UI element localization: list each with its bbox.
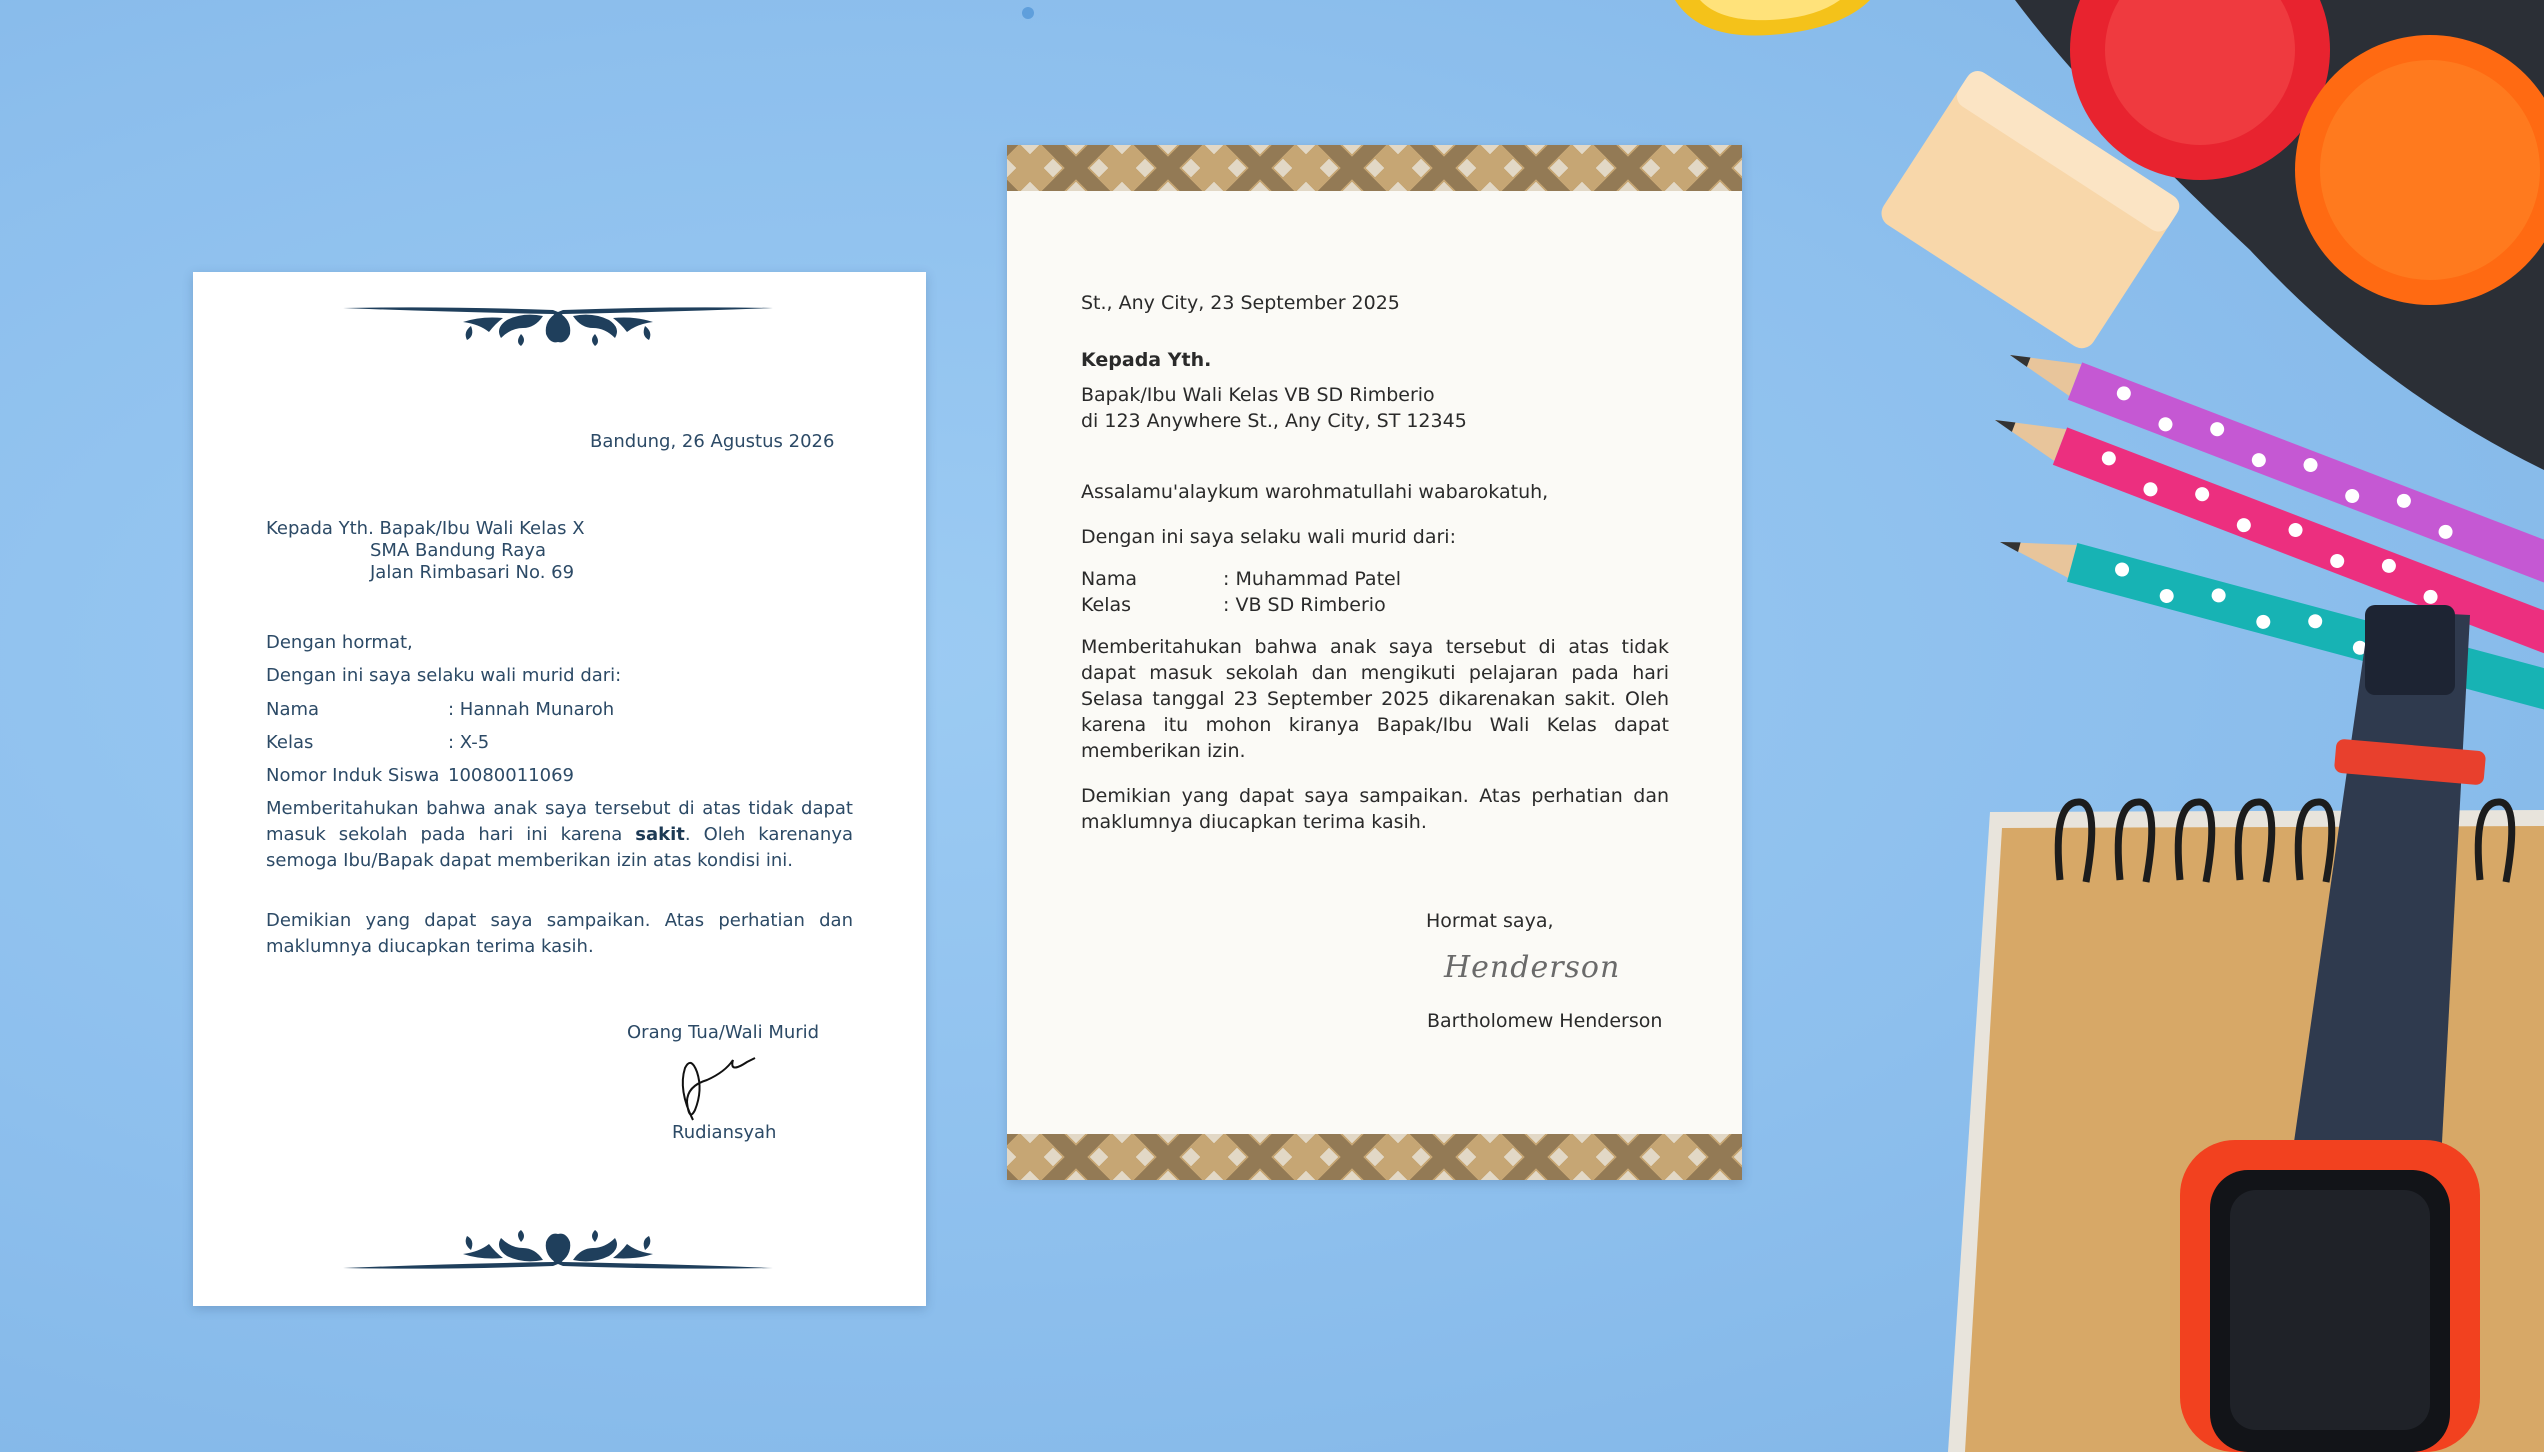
field-value-class: : X-5 [448,732,490,753]
sick-leave-letter-right [1007,145,1742,1180]
field-label-class: Kelas [1081,594,1132,616]
to-label: Kepada Yth. [1081,349,1212,371]
handwritten-signature-icon [673,1050,763,1130]
top-diamond-pattern-band [1007,145,1742,191]
field-value-class: : VB SD Rimberio [1223,594,1386,616]
bottom-diamond-pattern-band [1007,1134,1742,1180]
recipient-line-3: Jalan Rimbasari No. 69 [370,562,575,583]
salam: Assalamu'alaykum warohmatullahi wabarokatuh, [1081,481,1549,503]
sick-leave-letter-left [193,272,926,1306]
body-bold-word: sakit [635,824,685,845]
closing-paragraph: Demikian yang dapat saya sampaikan. Atas perhatian dan maklumnya diucapkan terima kasih. [266,910,853,957]
intro-text: Dengan ini saya selaku wali murid dari: [1081,526,1456,548]
field-label-class: Kelas [266,732,314,753]
recipient-line-2: di 123 Anywhere St., Any City, ST 12345 [1081,410,1467,432]
recipient-line-2: SMA Bandung Raya [370,540,546,561]
handwritten-signature: Henderson [1444,950,1621,985]
body-paragraph: Memberitahukan bahwa anak saya tersebut di atas tidak dapat masuk sekolah dan mengikuti pelajaran pada hari Selasa tanggal 23 September 2025 dikarenakan sakit. Oleh karena itu mohon kiranya Bapak/Ibu Wali Kelas dapat memberikan izin. [1081,636,1669,762]
regards: Hormat saya, [1426,910,1554,932]
signer-name: Bartholomew Henderson [1427,1010,1663,1032]
greeting: Dengan hormat, [266,632,413,653]
place-date: Bandung, 26 Agustus 2026 [590,431,835,452]
field-value-student-id: 10080011069 [448,765,574,786]
closing-paragraph: Demikian yang dapat saya sampaikan. Atas perhatian dan maklumnya diucapkan terima kasih. [1081,785,1669,833]
intro-text: Dengan ini saya selaku wali murid dari: [266,665,622,686]
recipient-line-1: Bapak/Ibu Wali Kelas VB SD Rimberio [1081,384,1435,406]
recipient-line-1: Kepada Yth. Bapak/Ibu Wali Kelas X [266,518,585,539]
top-floral-ornament-icon [343,298,773,348]
field-label-name: Nama [266,699,320,720]
field-label-name: Nama [1081,568,1138,590]
field-value-name: : Muhammad Patel [1223,568,1401,590]
signature-title: Orang Tua/Wali Murid [627,1022,820,1043]
field-value-name: : Hannah Munaroh [448,699,615,720]
signer-name: Rudiansyah [672,1122,777,1143]
field-label-student-id: Nomor Induk Siswa [266,765,440,786]
body-paragraph: Memberitahukan bahwa anak saya tersebut di atas tidak dapat masuk sekolah pada hari ini karena sakit. Oleh karenanya semoga Ibu/Bapak dapat memberikan izin atas kondisi ini. [266,798,854,871]
bottom-floral-ornament-icon [343,1228,773,1278]
place-date: St., Any City, 23 September 2025 [1081,292,1400,314]
